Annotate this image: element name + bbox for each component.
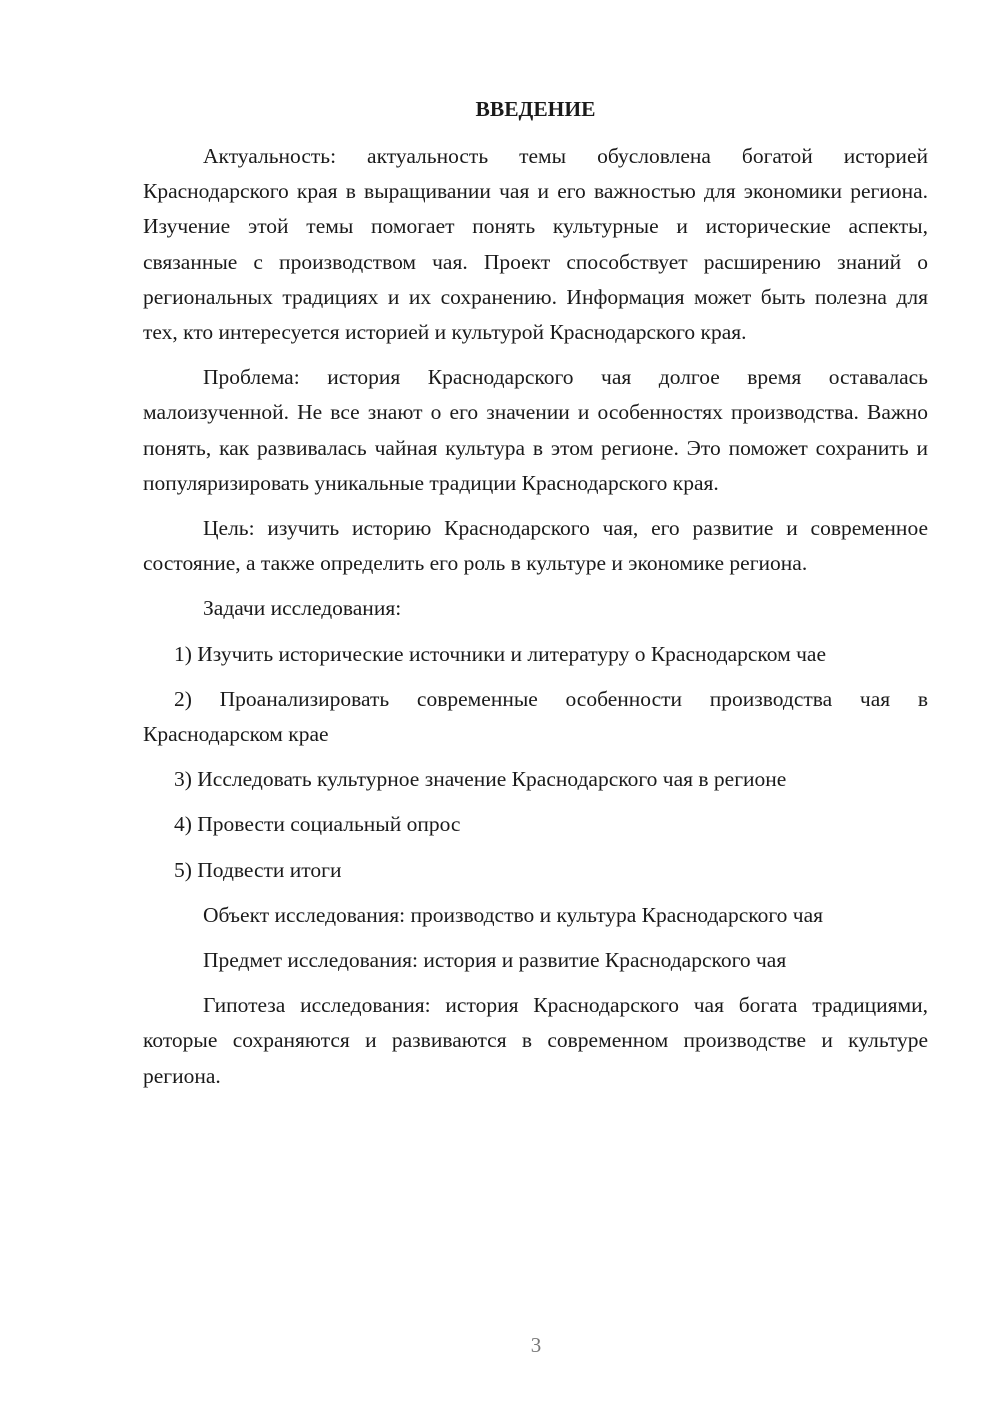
tasks-heading: Задачи исследования: xyxy=(203,596,402,621)
task-item-1: 1) Изучить исторические источники и литературу о Краснодарском чае xyxy=(174,641,827,666)
relevance-paragraph: Актуальность: актуальность темы обусловлена богатой историей Краснодарского края в выращивании чая и его важностью для экономики региона. Изучение этой темы помогает понять культурные и исторические аспекты, связанные с производством чая. Проект способствует расширению знаний о региональных традициях и их сохранению. Информация может быть полезна для тех, кто интересуется историей и культурой Краснодарского края. xyxy=(143,144,928,345)
task-item-5: 5) Подвести итоги xyxy=(174,857,342,882)
goal-paragraph: Цель: изучить историю Краснодарского чая, его развитие и современное состояние, а также определить его роль в культуре и экономике региона. xyxy=(143,516,928,576)
subject-paragraph: Предмет исследования: история и развитие Краснодарского чая xyxy=(203,948,787,973)
object-paragraph: Объект исследования: производство и культура Краснодарского чая xyxy=(203,902,824,927)
task-item-3: 3) Исследовать культурное значение Краснодарского чая в регионе xyxy=(174,767,787,792)
task-item-4: 4) Провести социальный опрос xyxy=(174,812,461,837)
hypothesis-paragraph: Гипотеза исследования: история Краснодарского чая богата традициями, которые сохраняются и развиваются в современном производстве и культуре региона. xyxy=(143,993,928,1088)
page-content xyxy=(143,92,928,1104)
section-title: ВВЕДЕНИЕ xyxy=(475,97,596,121)
page-number: 3 xyxy=(530,1333,542,1357)
task-item-2: 2) Проанализировать современные особенности производства чая в Краснодарском крае xyxy=(143,686,928,747)
problem-paragraph: Проблема: история Краснодарского чая долгое время оставалась малоизученной. Не все знают о его значении и особенностях производства. Важно понять, как развивалась чайная культура в этом регионе. Это поможет сохранить и популяризировать уникальные традиции Краснодарского края. xyxy=(143,365,928,495)
